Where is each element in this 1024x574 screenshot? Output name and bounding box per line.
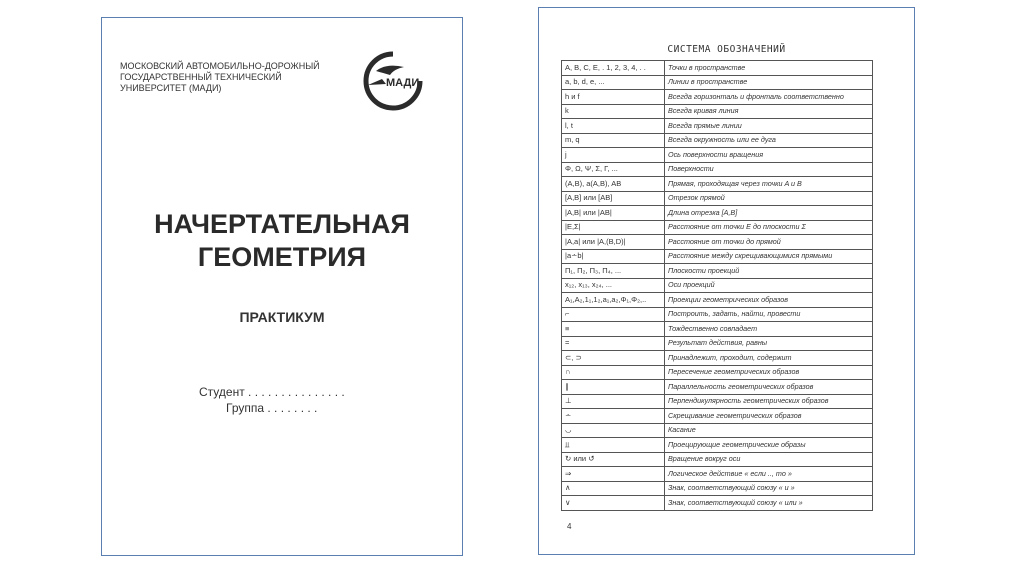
notation-row [562, 278, 873, 293]
notation-row [562, 75, 873, 90]
notation-row [562, 467, 873, 482]
notation-symbol: |a∸b| [562, 249, 665, 264]
logo-text: МАДИ [386, 77, 420, 89]
notation-row [562, 133, 873, 148]
notation-symbol: ⊂, ⊃ [562, 351, 665, 366]
notation-symbol: (A,B), a(A,B), AB [562, 177, 665, 192]
notation-row [562, 452, 873, 467]
notation-row [562, 90, 873, 105]
notation-symbol: ⫫ [562, 438, 665, 453]
notation-symbol: ∥ [562, 380, 665, 395]
notation-symbol: l, t [562, 119, 665, 134]
notation-row [562, 148, 873, 163]
notation-row [562, 307, 873, 322]
university-line: УНИВЕРСИТЕТ (МАДИ) [120, 83, 222, 93]
notation-meaning: Точки в пространстве [665, 61, 873, 76]
notation-symbol: m, q [562, 133, 665, 148]
madi-logo [362, 51, 424, 111]
notation-symbol: ↻ или ↺ [562, 452, 665, 467]
notation-symbol: |E,Σ| [562, 220, 665, 235]
notation-row [562, 235, 873, 250]
notation-row [562, 206, 873, 221]
notation-meaning: Пересечение геометрических образов [665, 365, 873, 380]
notation-row [562, 162, 873, 177]
notation-meaning: Плоскости проекций [665, 264, 873, 279]
notation-symbol: ◡ [562, 423, 665, 438]
university-line: МОСКОВСКИЙ АВТОМОБИЛЬНО-ДОРОЖНЫЙ [120, 61, 320, 71]
notation-page [538, 7, 915, 555]
notation-meaning: Линии в пространстве [665, 75, 873, 90]
notation-row [562, 249, 873, 264]
notation-meaning: Проецирующие геометрические образы [665, 438, 873, 453]
title-page [101, 17, 463, 556]
notation-meaning: Расстояние между скрещивающимися прямыми [665, 249, 873, 264]
notation-row [562, 365, 873, 380]
page-number: 4 [567, 522, 572, 531]
group-line: Группа . . . . . . . . [226, 401, 318, 415]
notation-symbol: |A,B| или |AB| [562, 206, 665, 221]
notation-meaning: Результат действия, равны [665, 336, 873, 351]
notation-row [562, 336, 873, 351]
notation-meaning: Поверхности [665, 162, 873, 177]
notation-meaning: Ось поверхности вращения [665, 148, 873, 163]
notation-symbol: A₁,A₂,1₁,1₂,a₁,a₂,Φ₁,Φ₂,.. [562, 293, 665, 308]
notation-row [562, 104, 873, 119]
notation-row [562, 394, 873, 409]
notation-meaning: Всегда окружность или ее дуга [665, 133, 873, 148]
notation-meaning: Всегда кривая линия [665, 104, 873, 119]
notation-meaning: Всегда горизонталь и фронталь соответственно [665, 90, 873, 105]
notation-symbol: A, B, C, E, . 1, 2, 3, 4, . . [562, 61, 665, 76]
notation-symbol: ⇒ [562, 467, 665, 482]
notation-meaning: Знак, соответствующий союзу « или » [665, 496, 873, 511]
notation-symbol: a, b, d, e, ... [562, 75, 665, 90]
notation-symbol: ∧ [562, 481, 665, 496]
notation-symbol: |A,a| или |A,(B,D)| [562, 235, 665, 250]
notation-meaning: Перпендикулярность геометрических образов [665, 394, 873, 409]
notation-row [562, 220, 873, 235]
notation-row [562, 423, 873, 438]
notation-symbol: ∸ [562, 409, 665, 424]
notation-meaning: Скрещивание геометрических образов [665, 409, 873, 424]
notation-symbol: ⊥ [562, 394, 665, 409]
notation-meaning: Оси проекций [665, 278, 873, 293]
notation-symbol: Π₁, Π₂, Π₃, Π₄, ... [562, 264, 665, 279]
notation-symbol: Φ, Ω, Ψ, Σ, Γ, ... [562, 162, 665, 177]
notation-row [562, 293, 873, 308]
notation-meaning: Параллельность геометрических образов [665, 380, 873, 395]
notation-row [562, 438, 873, 453]
notation-meaning: Принадлежит, проходит, содержит [665, 351, 873, 366]
notation-symbol: = [562, 336, 665, 351]
notation-meaning: Всегда прямые линии [665, 119, 873, 134]
notation-symbol: k [562, 104, 665, 119]
notation-title: СИСТЕМА ОБОЗНАЧЕНИЙ [667, 44, 786, 55]
notation-symbol: [A,B] или [AB] [562, 191, 665, 206]
notation-symbol: ∩ [562, 365, 665, 380]
notation-row [562, 322, 873, 337]
notation-row [562, 380, 873, 395]
notation-meaning: Логическое действие « если .., то » [665, 467, 873, 482]
student-info [199, 384, 345, 416]
notation-row [562, 351, 873, 366]
notation-meaning: Прямая, проходящая через точки A и B [665, 177, 873, 192]
notation-row [562, 177, 873, 192]
notation-meaning: Тождественно совпадает [665, 322, 873, 337]
notation-meaning: Длина отрезка [A,B] [665, 206, 873, 221]
notation-symbol: ⌐ [562, 307, 665, 322]
notation-symbol: h и f [562, 90, 665, 105]
book-title-line-1: НАЧЕРТАТЕЛЬНАЯ [154, 209, 410, 239]
book-title-line-2: ГЕОМЕТРИЯ [197, 242, 367, 272]
book-subtitle: ПРАКТИКУМ [239, 309, 325, 325]
notation-symbol: x₁₂, x₁₃, x₂₄, ... [562, 278, 665, 293]
notation-meaning: Вращение вокруг оси [665, 452, 873, 467]
notation-row [562, 496, 873, 511]
notation-row [562, 61, 873, 76]
university-line: ГОСУДАРСТВЕННЫЙ ТЕХНИЧЕСКИЙ [120, 72, 282, 82]
notation-meaning: Отрезок прямой [665, 191, 873, 206]
notation-meaning: Расстояние от точки до прямой [665, 235, 873, 250]
notation-meaning: Проекции геометрических образов [665, 293, 873, 308]
notation-row [562, 409, 873, 424]
notation-meaning: Расстояние от точки E до плоскости Σ [665, 220, 873, 235]
notation-row [562, 264, 873, 279]
notation-symbol: ≡ [562, 322, 665, 337]
student-line: Студент . . . . . . . . . . . . . . . [199, 385, 345, 399]
notation-row [562, 481, 873, 496]
notation-row [562, 191, 873, 206]
notation-meaning: Знак, соответствующий союзу « и » [665, 481, 873, 496]
university-name [120, 61, 340, 94]
notation-symbol: ∨ [562, 496, 665, 511]
notation-meaning: Построить, задать, найти, провести [665, 307, 873, 322]
notation-meaning: Касание [665, 423, 873, 438]
notation-row [562, 119, 873, 134]
notation-table [561, 60, 873, 511]
notation-symbol: j [562, 148, 665, 163]
